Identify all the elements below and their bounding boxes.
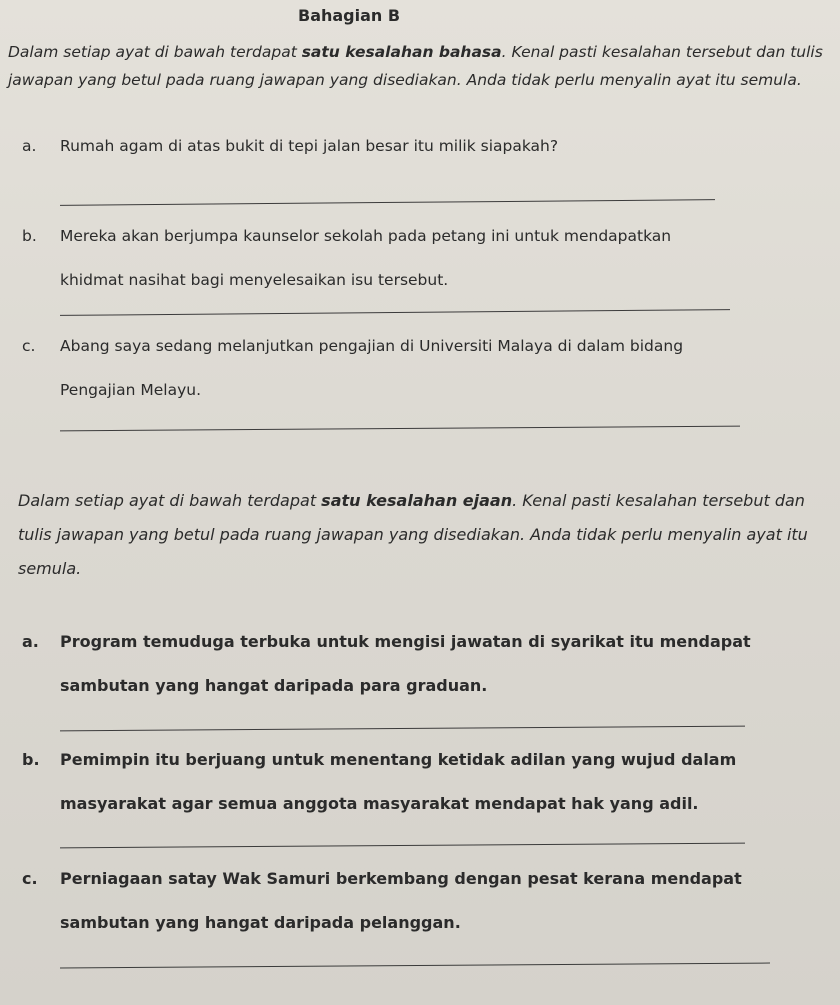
answer-line-spelling-b[interactable] [60,843,745,849]
question-spelling-c [22,857,832,945]
question-text-cont: sambutan yang hangat daripada pelanggan. [60,913,461,932]
instruction-spelling-pre: Dalam setiap ayat di bawah terdapat [18,491,322,510]
question-letter: a. [22,137,37,155]
question-text: Rumah agam di atas bukit di tepi jalan besar itu milik siapakah? [60,137,559,155]
question-grammar-b [22,214,832,302]
question-spelling-b [22,738,832,826]
question-text-cont: sambutan yang hangat daripada para graduan. [60,676,488,695]
question-text: Mereka akan berjumpa kaunselor sekolah pada petang ini untuk mendapatkan [60,227,672,245]
question-grammar-a [22,124,822,168]
instruction-grammar-pre: Dalam setiap ayat di bawah terdapat [8,43,302,61]
section-heading: Bahagian B [298,6,401,25]
instruction-grammar [8,38,823,94]
question-letter: b. [22,227,37,245]
question-spelling-a [22,620,832,708]
question-letter: c. [22,337,36,355]
answer-line-grammar-a[interactable] [60,199,715,206]
instruction-spelling-bold: satu kesalahan ejaan [321,491,513,510]
instruction-grammar-post: . Kenal pasti kesalahan tersebut dan tulis jawapan yang betul pada ruang jawapan yang disediakan. Anda tidak perlu menyalin ayat itu semula. [8,43,823,89]
answer-line-spelling-a[interactable] [60,726,745,732]
question-text: Pemimpin itu berjuang untuk menentang ketidak adilan yang wujud dalam [60,750,737,769]
instruction-spelling [18,484,828,586]
instruction-spelling-post: . Kenal pasti kesalahan tersebut dan tulis jawapan yang betul pada ruang jawapan yang disediakan. Anda tidak perlu menyalin ayat itu semula. [18,491,808,578]
question-text: Program temuduga terbuka untuk mengisi jawatan di syarikat itu mendapat [60,632,751,651]
answer-line-grammar-b[interactable] [60,309,730,316]
question-text: Perniagaan satay Wak Samuri berkembang dengan pesat kerana mendapat [60,869,742,888]
question-text-cont: masyarakat agar semua anggota masyarakat mendapat hak yang adil. [60,794,699,813]
question-text-cont: khidmat nasihat bagi menyelesaikan isu tersebut. [60,271,449,289]
question-text: Abang saya sedang melanjutkan pengajian di Universiti Malaya di dalam bidang [60,337,684,355]
answer-line-grammar-c[interactable] [60,426,740,432]
answer-line-spelling-c[interactable] [60,963,770,969]
question-grammar-c [22,324,832,412]
instruction-grammar-bold: satu kesalahan bahasa [301,43,502,61]
question-letter: a. [22,632,39,651]
question-text-cont: Pengajian Melayu. [60,381,201,399]
question-letter: c. [22,869,38,888]
question-letter: b. [22,750,40,769]
